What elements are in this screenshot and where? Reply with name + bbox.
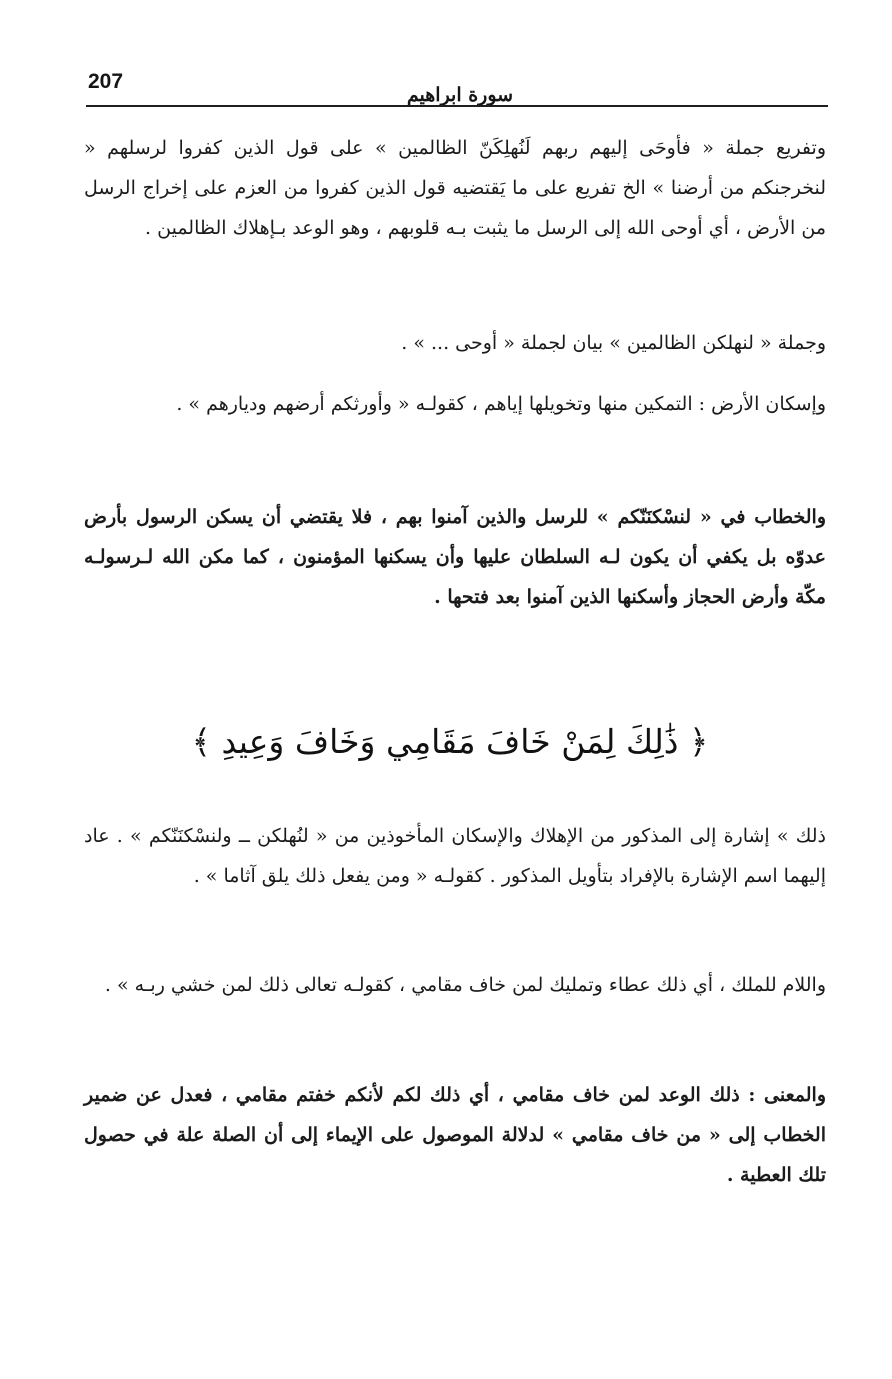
quran-verse: ﴿ ذَٰلِكَ لِمَنْ خَافَ مَقَامِي وَخَافَ وَعِيدِ ﴾ <box>191 722 709 761</box>
paragraph-lam: واللام للملك ، أي ذلك عطاء وتمليك لمن خاف مقامي ، كقولـه تعالى ذلك لمن خشي ربـه » . <box>104 974 826 996</box>
page-number: 207 <box>88 70 124 93</box>
paragraph-mana: والمعنى : ذلك الوعد لمن خاف مقامي ، أي ذلك لكم لأنكم خفتم مقامي ، فعدل عن ضمير الخطاب إلى « من خاف مقامي » لدلالة الموصول على الإيماء إلى أن الصلة علة في حصول تلك العطية . <box>84 1084 826 1186</box>
header-rule <box>86 105 828 107</box>
paragraph-khitab: والخطاب في « لنسْكنَنّكم » للرسل والذين آمنوا بهم ، فلا يقتضي أن يسكن الرسول بأرض عدوّه بل يكفي أن يكون لـه السلطان عليها وأن يسكنها المؤمنون ، كما مكن الله لـرسولـه مكّة وأرض الحجاز وأسكنها الذين آمنوا بعد فتحها . <box>84 506 826 608</box>
paragraph-tafri: وتفريع جملة « فأوحَى إليهم ربهم لَنُهلِكَنّ الظالمين » على قول الذين كفروا لرسلهم « لنخرجنكم من أرضنا » الخ تفريع على ما يَقتضيه قول الذين كفروا من العزم على إخراج الرسل من الأرض ، أي أوحى الله إلى الرسل ما يثبت بـه قلوبهم ، وهو الوعد بـإهلاك الظالمين . <box>84 137 826 239</box>
paragraph-dhalika: ذلك » إشارة إلى المذكور من الإهلاك والإسكان المأخوذين من « لنُهلكن ــ ولنسْكنَنّكم » . عاد إليهما اسم الإشارة بالإفراد بتأويل المذكور . كقولـه « ومن يفعل ذلك يلق آثاما » . <box>84 825 826 887</box>
paragraph-iskan: وإسكان الأرض : التمكين منها وتخويلها إياهم ، كقولـه « وأورثكم أرضهم وديارهم » . <box>176 393 826 415</box>
surah-title: سورة ابراهيم <box>406 84 514 106</box>
paragraph-jumla: وجملة « لنهلكن الظالمين » بيان لجملة « أوحى ... » . <box>401 332 826 354</box>
